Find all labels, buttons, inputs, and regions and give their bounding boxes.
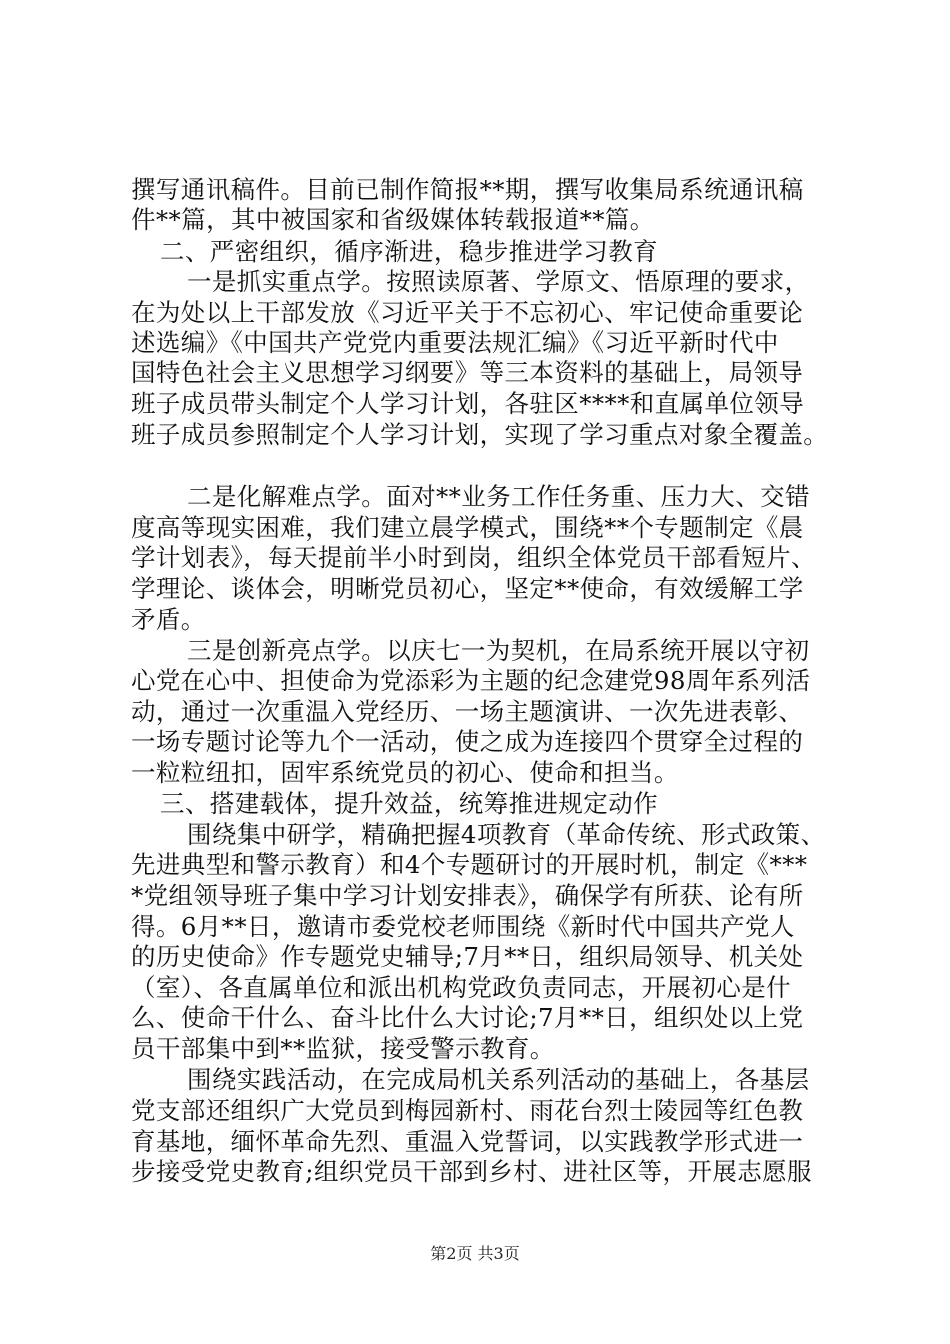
text-line: 三是创新亮点学。以庆七一为契机，在局系统开展以守初 (187, 636, 810, 665)
text-line: 班子成员带头制定个人学习计划，各驻区****和直属单位领导 (131, 389, 805, 418)
text-line: 员干部集中到**监狱，接受警示教育。 (131, 1034, 555, 1063)
text-line: 动，通过一次重温入党经历、一场主题演讲、一次先进表彰、 (131, 697, 804, 726)
text-line: 国特色社会主义思想学习纲要》等三本资料的基础上，局领导 (131, 358, 804, 387)
text-line: 育基地，缅怀革命先烈、重温入党誓词，以实践教学形式进一 (131, 1127, 804, 1156)
text-line: 在为处以上干部发放《习近平关于不忘初心、牢记使命重要论 (131, 298, 804, 327)
text-line: 件**篇，其中被国家和省级媒体转载报道**篇。 (131, 205, 655, 234)
text-line: 一场专题讨论等九个一活动，使之成为连接四个贯穿全过程的 (131, 727, 804, 756)
text-line: 撰写通讯稿件。目前已制作简报**期，撰写收集局系统通讯稿 (131, 175, 804, 204)
text-line: 得。6月**日，邀请市委党校老师围绕《新时代中国共产党人 (131, 912, 795, 941)
text-line: 心党在心中、担使命为党添彩为主题的纪念建党98周年系列活 (131, 666, 811, 695)
text-line: 步接受党史教育;组织党员干部到乡村、进社区等，开展志愿服 (131, 1157, 812, 1186)
text-line: 班子成员参照制定个人学习计划，实现了学习重点对象全覆盖。 (131, 420, 829, 449)
text-line: 学理论、谈体会，明晰党员初心，坚定**使命，有效缓解工学 (131, 574, 804, 603)
text-line: （室）、各直属单位和派出机构党政负责同志，开展初心是什 (131, 973, 792, 1002)
text-line: 党支部还组织广大党员到梅园新村、雨花台烈士陵园等红色教 (131, 1096, 804, 1125)
text-line: 一是抓实重点学。按照读原著、学原文、悟原理的要求， (187, 267, 810, 296)
text-line: 么、使命干什么、奋斗比什么大讨论;7月**日，组织处以上党 (131, 1003, 804, 1032)
text-line: 二是化解难点学。面对**业务工作任务重、压力大、交错 (187, 482, 810, 511)
text-line: 先进典型和警示教育）和4个专题研讨的开展时机，制定《*** (131, 850, 808, 879)
text-line: 学计划表》，每天提前半小时到岗，组织全体党员干部看短片、 (131, 543, 816, 572)
text-line: 的历史使命》作专题党史辅导;7月**日，组织局领导、机关处 (131, 942, 804, 971)
section-heading: 二、严密组织，循序渐进，稳步推进学习教育 (160, 237, 658, 266)
page-number-footer: 第2页 共3页 (430, 1244, 520, 1263)
text-line: 围绕集中研学，精确把握4项教育（革命传统、形式政策、 (187, 820, 826, 849)
text-line: 度高等现实困难，我们建立晨学模式，围绕**个专题制定《晨 (131, 513, 804, 542)
text-line: 一粒粒纽扣，固牢系统党员的初心、使命和担当。 (131, 758, 679, 787)
text-line: 矛盾。 (131, 605, 206, 634)
text-line: 围绕实践活动，在完成局机关系列活动的基础上，各基层 (187, 1065, 810, 1094)
section-heading: 三、搭建载体，提升效益，统筹推进规定动作 (160, 789, 658, 818)
text-line: *党组领导班子集中学习计划安排表》，确保学有所获、论有所 (131, 881, 804, 910)
text-line: 述选编》《中国共产党党内重要法规汇编》《习近平新时代中 (131, 328, 779, 357)
